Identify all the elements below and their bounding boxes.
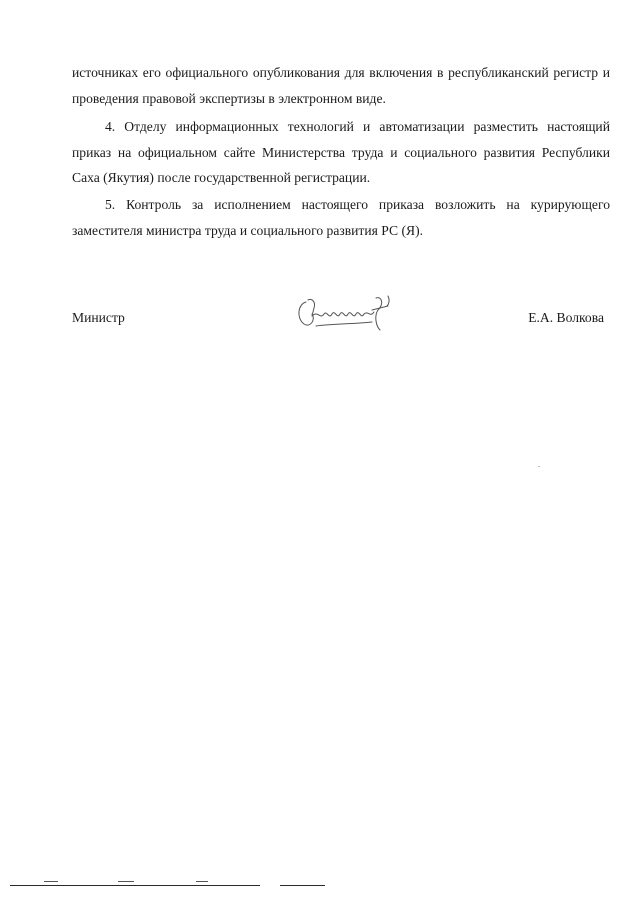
scan-edge-mark (44, 881, 58, 882)
scan-edge-line (10, 885, 260, 886)
scan-edge-mark (118, 881, 134, 882)
paragraph-item-5: 5. Контроль за исполнением настоящего приказа возложить на курирующего заместителя министра труда и социального развития РС (Я). (72, 197, 610, 238)
handwritten-signature (292, 290, 402, 340)
paragraph-item-4: 4. Отделу информационных технологий и автоматизации разместить настоящий приказ на официальном сайте Министерства труда и социального развития Республики Саха (Якутия) после государственной регистрации. (72, 119, 610, 185)
signatory-title: Министр (72, 310, 125, 325)
signatory-name: Е.А. Волкова (528, 310, 604, 325)
scan-speck (538, 466, 540, 467)
paragraph-continuation: источниках его официального опубликования для включения в республиканский регистр и проведения правовой экспертизы в электронном виде. (72, 65, 610, 106)
scan-edge-line (280, 885, 325, 886)
scan-edge-mark (196, 881, 208, 882)
